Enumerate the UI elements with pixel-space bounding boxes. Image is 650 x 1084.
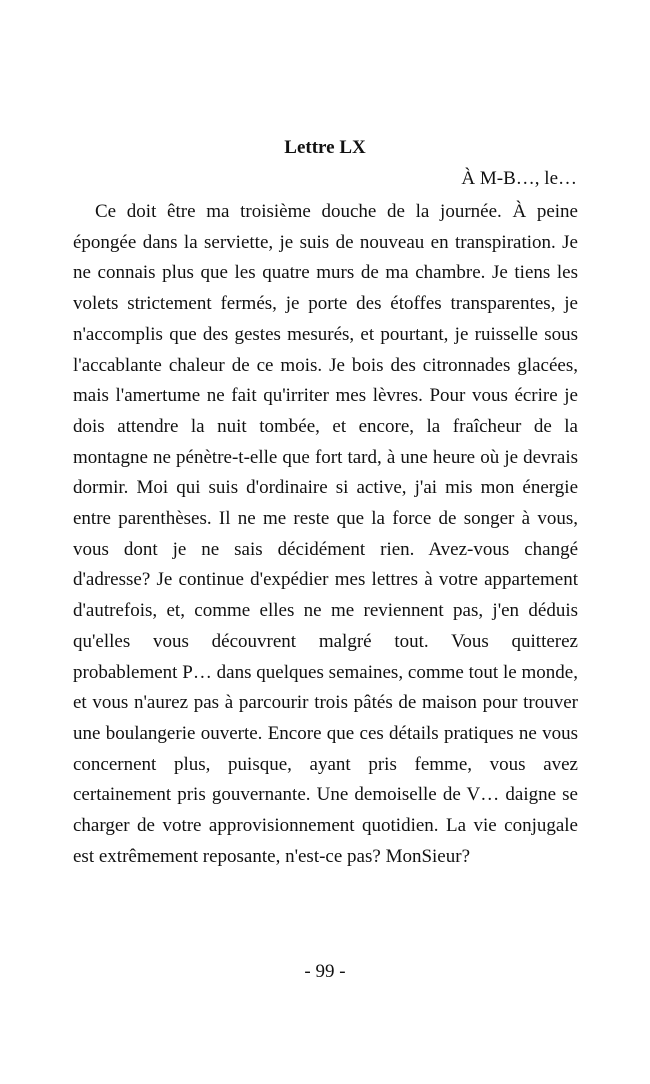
letter-dateline: À M-B…, le…	[461, 168, 577, 189]
page-number: - 99 -	[304, 961, 346, 982]
letter-title: Lettre LX	[284, 137, 366, 158]
letter-body: Ce doit être ma troisième douche de la journée. À peine épongée dans la serviette, je suis de nouveau en transpiration. Je ne connais plus que les quatre murs de ma chambre. Je tiens les volets strictement fermés, je porte des étoffes transparentes, je n'accomplis que des gestes mesurés, et pourtant, je ruisselle sous l'accablante chaleur de ce mois. Je bois des citronnades glacées, mais l'amertume ne fait qu'irriter mes lèvres. Pour vous écrire je dois attendre la nuit tombée, et encore, la fraîcheur de la montagne ne pénètre-t-elle que fort tard, à une heure où je devrais dormir. Moi qui suis d'ordinaire si active, j'ai mis mon énergie entre parenthèses. Il ne me reste que la force de songer à vous, vous dont je ne sais décidément rien. Avez-vous changé d'adresse? Je continue d'expédier mes lettres à votre appartement d'autrefois, et, comme elles ne me reviennent pas, j'en déduis qu'elles vous découvrent malgré tout. Vous quitterez probablement P… dans quelques semaines, comme tout le monde, et vous n'aurez pas à parcourir trois pâtés de maison pour trouver une boulangerie ouverte. Encore que ces détails pratiques ne vous concernent plus, puisque, ayant pris femme, vous avez certainement pris gouvernante. Une demoiselle de V… daigne se charger de votre approvisionnement quotidien. La vie conjugale est extrêmement reposante, n'est-ce pas? MonSieur?	[73, 201, 578, 867]
